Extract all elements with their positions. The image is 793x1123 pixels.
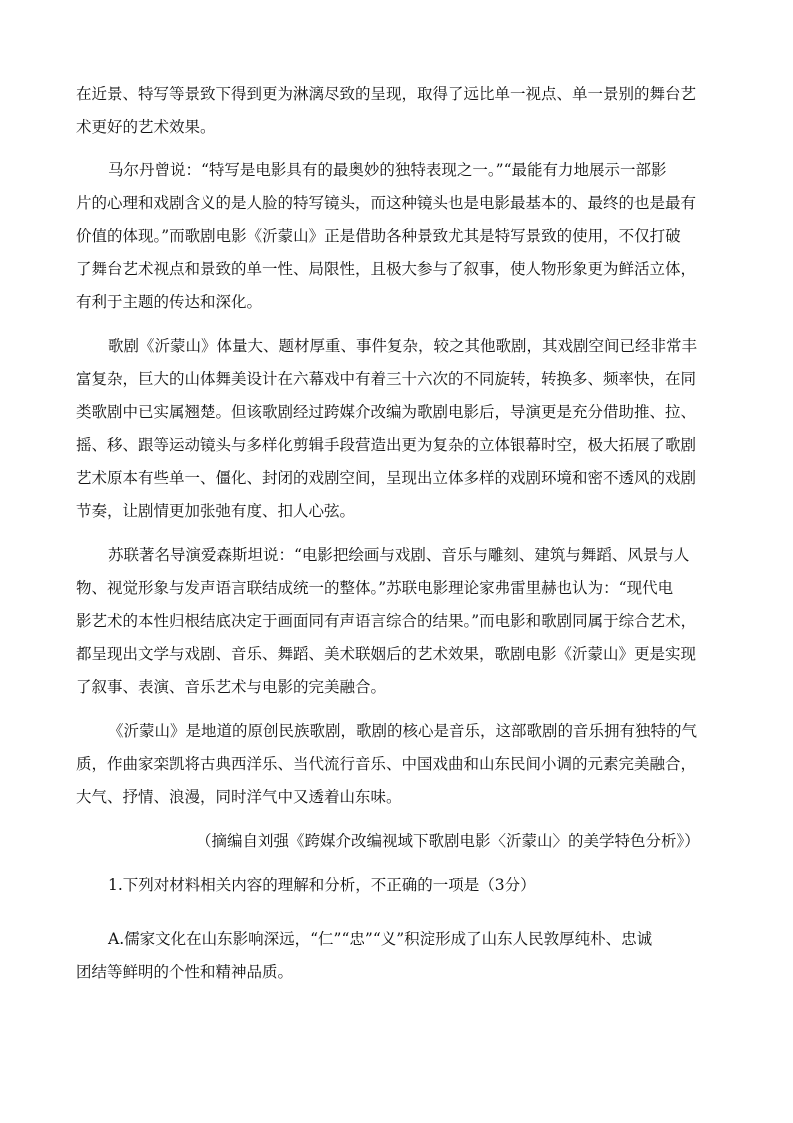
paragraph-4-line-5: 了叙事、表演、音乐艺术与电影的完美融合。 xyxy=(76,678,387,696)
paragraph-1-line-2: 术更好的艺术效果。 xyxy=(76,118,216,136)
paragraph-3-line-5: 艺术原本有些单一、僵化、封闭的戏剧空间，呈现出立体多样的戏剧环境和密不透风的戏剧 xyxy=(76,469,697,487)
paragraph-5-line-1: 《沂蒙山》是地道的原创民族歌剧，歌剧的核心是音乐，这部歌剧的音乐拥有独特的气 xyxy=(108,722,698,740)
paragraph-3-line-1: 歌剧《沂蒙山》体量大、题材厚重、事件复杂，较之其他歌剧，其戏剧空间已经非常丰 xyxy=(108,337,698,355)
paragraph-4-line-1: 苏联著名导演爱森斯坦说：“电影把绘画与戏剧、音乐与雕刻、建筑与舞蹈、风景与人 xyxy=(108,546,690,564)
paragraph-4-line-4: 都呈现出文学与戏剧、音乐、舞蹈、美术联姻后的艺术效果，歌剧电影《沂蒙山》更是实现 xyxy=(76,645,697,663)
paragraph-2-line-2: 片的心理和戏剧含义的是人脸的特写镜头，而这种镜头也是电影最基本的、最终的也是最有 xyxy=(76,194,697,212)
paragraph-3-line-6: 节奏，让剧情更加张弛有度、扣人心弦。 xyxy=(76,502,356,520)
question-stem: 1.下列对材料相关内容的理解和分析，不正确的一项是（3分） xyxy=(108,876,536,894)
paragraph-4-line-3: 影艺术的本性归根结底决定于画面同有声语言综合的结果。”而电影和歌剧同属于综合艺术， xyxy=(76,612,697,630)
paragraph-3-line-2: 富复杂，巨大的山体舞美设计在六幕戏中有着三十六次的不同旋转，转换多、频率快，在同 xyxy=(76,370,697,388)
option-a-line-1: A.儒家文化在山东影响深远，“仁”“忠”“义”积淀形成了山东人民敦厚纯朴、忠诚 xyxy=(108,930,653,948)
source-citation: （摘编自刘强《跨媒介改编视域下歌剧电影〈沂蒙山〉的美学特色分析》） xyxy=(196,832,700,850)
paragraph-3-line-4: 摇、移、跟等运动镜头与多样化剪辑手段营造出更为复杂的立体银幕时空，极大拓展了歌剧 xyxy=(76,436,697,454)
paragraph-2-line-4: 了舞台艺术视点和景致的单一性、局限性，且极大参与了叙事，使人物形象更为鲜活立体， xyxy=(76,260,697,278)
paragraph-1-line-1: 在近景、特写等景致下得到更为淋漓尽致的呈现，取得了远比单一视点、单一景别的舞台艺 xyxy=(76,85,697,103)
option-a-line-2: 团结等鲜明的个性和精神品质。 xyxy=(76,963,294,981)
paragraph-5-line-3: 大气、抒情、浪漫，同时洋气中又透着山东味。 xyxy=(76,788,402,806)
paragraph-2-line-5: 有利于主题的传达和深化。 xyxy=(76,293,263,311)
paragraph-4-line-2: 物、视觉形象与发声语言联结成统一的整体。”苏联电影理论家弗雷里赫也认为：“现代电 xyxy=(76,579,674,597)
paragraph-5-line-2: 质，作曲家栾凯将古典西洋乐、当代流行音乐、中国戏曲和山东民间小调的元素完美融合， xyxy=(76,755,697,773)
paragraph-2-line-3: 价值的体现。”而歌剧电影《沂蒙山》正是借助各种景致尤其是特写景致的使用，不仅打破 xyxy=(76,227,681,245)
paragraph-2-line-1: 马尔丹曾说：“特写是电影具有的最奥妙的独特表现之一。”“最能有力地展示一部影 xyxy=(108,161,667,179)
paragraph-3-line-3: 类歌剧中已实属翘楚。但该歌剧经过跨媒介改编为歌剧电影后，导演更是充分借助推、拉、 xyxy=(76,403,697,421)
